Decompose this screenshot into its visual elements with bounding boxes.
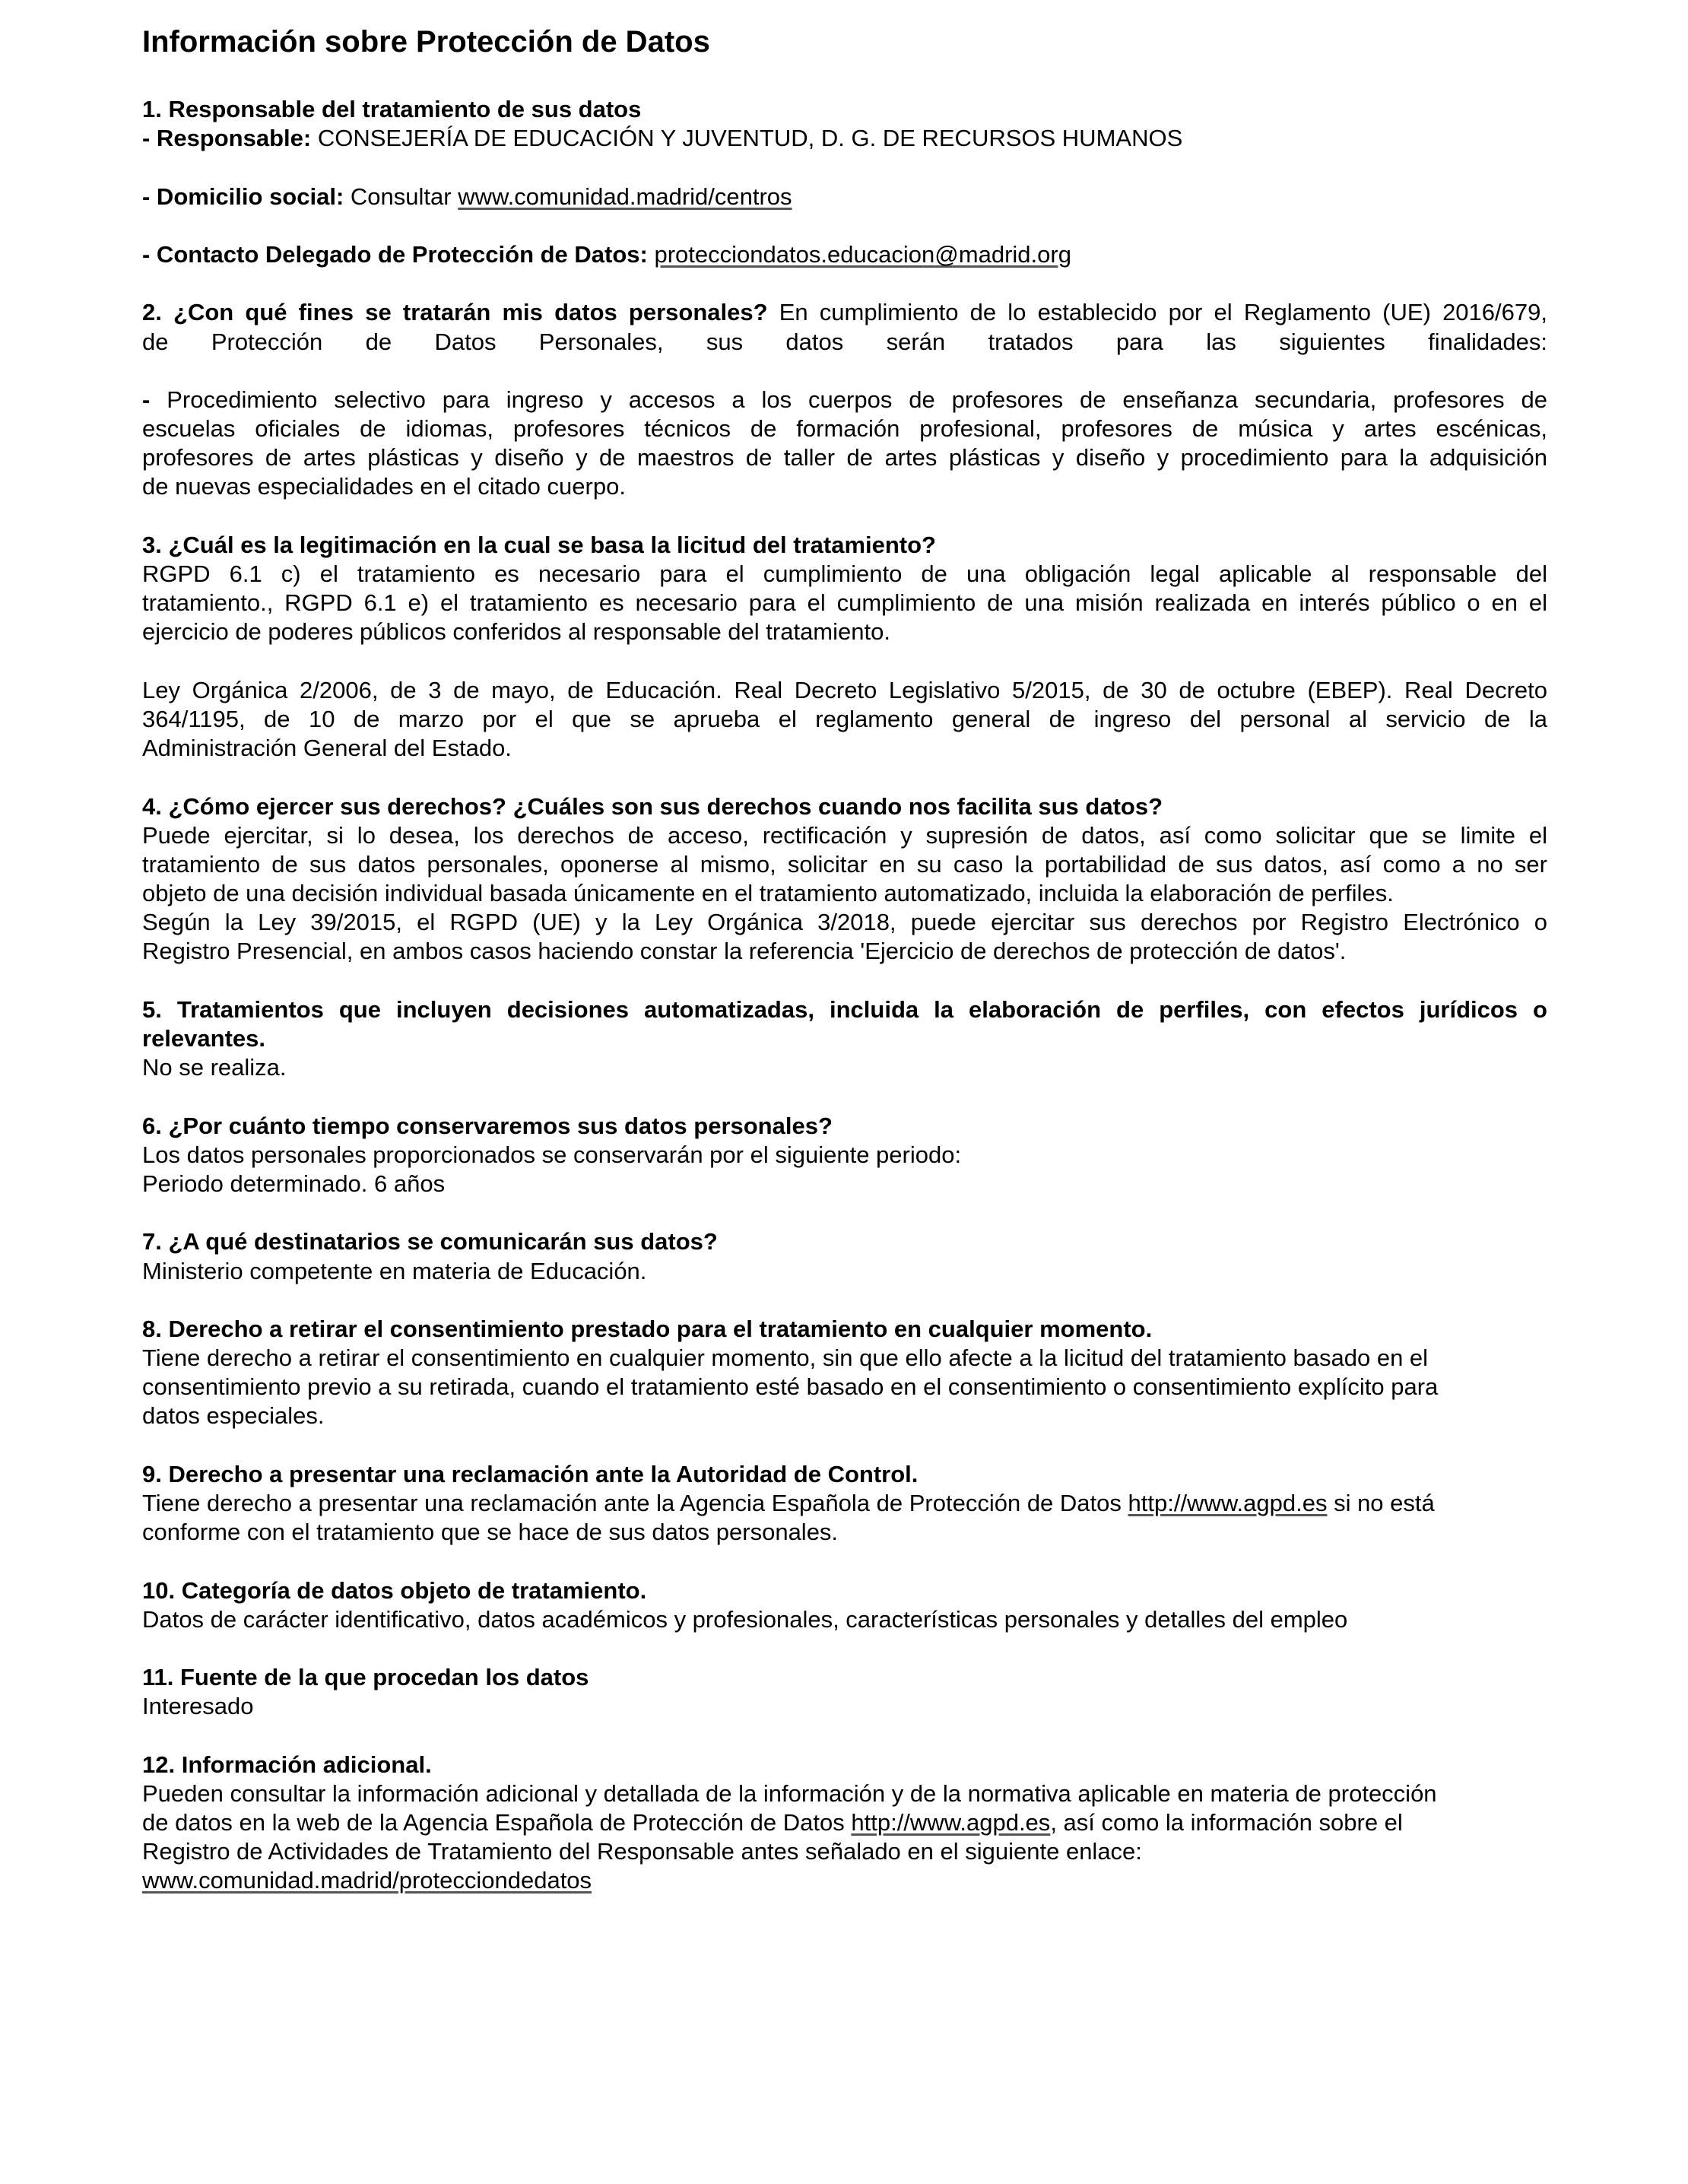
- page-title: Información sobre Protección de Datos: [142, 25, 710, 59]
- bold-text: 4. ¿Cómo ejercer sus derechos? ¿Cuáles son sus derechos cuando nos facilita sus datos?: [142, 792, 1163, 820]
- text: conforme con el tratamiento que se hace de sus datos personales.: [142, 1519, 839, 1546]
- text-line: [142, 1692, 1547, 1721]
- text: Los datos personales proporcionados se conservarán por el siguiente periodo:: [142, 1141, 962, 1168]
- text-line: [142, 124, 1547, 153]
- text: si no está: [1327, 1490, 1435, 1516]
- text: 364/1195, de 10 de marzo por el que se aprueba el reglamento general de ingreso del personal al servicio de la: [142, 705, 1547, 732]
- blank-line: [142, 357, 1547, 386]
- text: Consultar: [350, 183, 458, 210]
- text-line: [142, 1170, 1547, 1198]
- text-line: [142, 1489, 1547, 1518]
- text: objeto de una decisión individual basada únicamente en el tratamiento automatizado, incluida la elaboración de perfiles.: [142, 880, 1394, 907]
- text: Puede ejercitar, si lo desea, los derechos de acceso, rectificación y supresión de datos, así como solicitar que se limite el: [142, 821, 1547, 849]
- bold-text: - Responsable:: [142, 125, 318, 152]
- text-line: [142, 705, 1547, 734]
- blank-line: [142, 1198, 1547, 1227]
- text-line: [142, 1344, 1547, 1373]
- bold-text: 7. ¿A qué destinatarios se comunicarán sus datos?: [142, 1228, 718, 1255]
- text-line: [142, 1518, 1547, 1547]
- bold-text: - Contacto Delegado de Protección de Datos:: [142, 240, 655, 268]
- blank-line: [142, 1547, 1547, 1576]
- text: profesores de artes plásticas y diseño y de maestros de taller de artes plásticas y diseño y procedimiento para la adquisición: [142, 444, 1547, 471]
- bold-text: 1. Responsable del tratamiento de sus datos: [142, 96, 642, 122]
- text-line: [142, 1663, 1547, 1692]
- text: consentimiento previo a su retirada, cuando el tratamiento esté basado en el consentimiento o consentimiento explícito para: [142, 1373, 1439, 1401]
- bold-text: 5. Tratamientos que incluyen decisiones automatizadas, incluida la elaboración de perfiles, con efectos jurídicos o: [142, 995, 1547, 1023]
- bold-text: 6. ¿Por cuánto tiempo conservaremos sus datos personales?: [142, 1112, 833, 1139]
- text: , así como la información sobre el: [1050, 1809, 1403, 1836]
- text: ejercicio de poderes públicos conferidos al responsable del tratamiento.: [142, 618, 890, 646]
- bold-text: 12. Información adicional.: [142, 1751, 432, 1778]
- text: Tiene derecho a retirar el consentimiento en cualquier momento, sin que ello afecte a la licitud del tratamiento basado en el: [142, 1344, 1429, 1372]
- text-line: [142, 734, 1547, 763]
- text: Registro Presencial, en ambos casos haciendo constar la referencia 'Ejercicio de derechos de protección de datos'.: [142, 938, 1347, 965]
- blank-line: [142, 1082, 1547, 1111]
- text: Ley Orgánica 2/2006, de 3 de mayo, de Educación. Real Decreto Legislativo 5/2015, de 30 de octubre (EBEP). Real Decreto: [142, 676, 1547, 703]
- blank-line: [142, 1431, 1547, 1460]
- text-line: [142, 1053, 1547, 1082]
- blank-line: [142, 502, 1547, 531]
- text-line: [142, 995, 1547, 1024]
- text: Ministerio competente en materia de Educación.: [142, 1257, 647, 1284]
- link[interactable]: http://www.agpd.es: [851, 1809, 1051, 1836]
- text: No se realiza.: [142, 1054, 287, 1081]
- blank-line: [142, 763, 1547, 792]
- bold-text: 9. Derecho a presentar una reclamación ante la Autoridad de Control.: [142, 1460, 919, 1487]
- link[interactable]: protecciondatos.educacion@madrid.org: [654, 240, 1071, 268]
- text-line: [142, 1024, 1547, 1053]
- text: CONSEJERÍA DE EDUCACIÓN Y JUVENTUD, D. G. DE RECURSOS HUMANOS: [317, 125, 1183, 152]
- text-line: [142, 1141, 1547, 1170]
- text-line: [142, 183, 1547, 211]
- blank-line: [142, 647, 1547, 676]
- blank-line: [142, 211, 1547, 240]
- text-line: [142, 792, 1547, 821]
- blank-line: [142, 1286, 1547, 1315]
- text-line: [142, 937, 1547, 966]
- text-line: [142, 617, 1547, 646]
- text: tratamiento de sus datos personales, oponerse al mismo, solicitar en su caso la portabilidad de sus datos, así como a no ser: [142, 850, 1547, 878]
- text: de Protección de Datos Personales, sus datos serán tratados para las siguientes finalidades:: [142, 328, 1547, 355]
- text-line: [142, 1605, 1547, 1634]
- text-line: [142, 1779, 1547, 1808]
- bold-text: -: [142, 386, 167, 413]
- bold-text: 10. Categoría de datos objeto de tratamiento.: [142, 1576, 647, 1604]
- text-line: [142, 879, 1547, 908]
- text-line: [142, 1460, 1547, 1489]
- text: Administración General del Estado.: [142, 735, 512, 762]
- text: Datos de carácter identificativo, datos académicos y profesionales, características personales y detalles del empleo: [142, 1605, 1348, 1633]
- text-line: [142, 1866, 1547, 1895]
- bold-text: 11. Fuente de la que procedan los datos: [142, 1664, 589, 1691]
- bold-text: - Domicilio social:: [142, 183, 351, 210]
- text-line: [142, 1837, 1547, 1866]
- text: Tiene derecho a presentar una reclamación ante la Agencia Española de Protección de Datos: [142, 1490, 1128, 1516]
- text-line: [142, 1373, 1547, 1402]
- text: En cumplimiento de lo establecido por el Reglamento (UE) 2016/679,: [779, 299, 1547, 326]
- text: Según la Ley 39/2015, el RGPD (UE) y la Ley Orgánica 3/2018, puede ejercitar sus derechos por Registro Electrónico o: [142, 909, 1547, 936]
- text: RGPD 6.1 c) el tratamiento es necesario para el cumplimiento de una obligación legal aplicable al responsable del: [142, 560, 1547, 587]
- blank-line: [142, 1722, 1547, 1751]
- text-line: [142, 531, 1547, 560]
- link[interactable]: www.comunidad.madrid/centros: [458, 183, 792, 210]
- text-line: [142, 1576, 1547, 1605]
- link[interactable]: http://www.agpd.es: [1128, 1490, 1328, 1516]
- blank-line: [142, 967, 1547, 995]
- text: datos especiales.: [142, 1402, 325, 1430]
- blank-line: [142, 153, 1547, 182]
- text: Interesado: [142, 1693, 254, 1720]
- text-line: [142, 1808, 1547, 1837]
- text-line: [142, 1402, 1547, 1430]
- text-line: [142, 443, 1547, 472]
- text: Periodo determinado. 6 años: [142, 1170, 446, 1197]
- bold-text: 8. Derecho a retirar el consentimiento prestado para el tratamiento en cualquier momento.: [142, 1315, 1153, 1342]
- blank-line: [142, 1634, 1547, 1663]
- bold-text: relevantes.: [142, 1025, 265, 1052]
- text-line: [142, 676, 1547, 705]
- document-body: [142, 95, 1547, 1896]
- text: Pueden consultar la información adicional y detallada de la información y de la normativa aplicable en materia de protección: [142, 1779, 1437, 1807]
- text: escuelas oficiales de idiomas, profesores técnicos de formación profesional, profesores de música y artes escénicas,: [142, 415, 1547, 443]
- text-line: [142, 472, 1547, 501]
- text-line: [142, 328, 1547, 357]
- text-line: [142, 240, 1547, 269]
- blank-line: [142, 269, 1547, 298]
- link[interactable]: www.comunidad.madrid/protecciondedatos: [142, 1867, 592, 1894]
- text-line: [142, 1751, 1547, 1779]
- bold-text: 3. ¿Cuál es la legitimación en la cual se basa la licitud del tratamiento?: [142, 531, 936, 558]
- text-line: [142, 386, 1547, 414]
- text: Procedimiento selectivo para ingreso y accesos a los cuerpos de profesores de enseñanza secundaria, profesores de: [167, 386, 1547, 413]
- text-line: [142, 821, 1547, 850]
- text-line: [142, 560, 1547, 589]
- text-line: [142, 1227, 1547, 1256]
- text-line: [142, 908, 1547, 937]
- text-line: [142, 589, 1547, 617]
- text-line: [142, 95, 1547, 124]
- text-line: [142, 414, 1547, 443]
- text-line: [142, 1315, 1547, 1344]
- text: de nuevas especialidades en el citado cuerpo.: [142, 473, 626, 500]
- text: de datos en la web de la Agencia Española de Protección de Datos: [142, 1809, 852, 1836]
- text-line: [142, 298, 1547, 327]
- text: Registro de Actividades de Tratamiento del Responsable antes señalado en el siguiente enlace:: [142, 1838, 1142, 1865]
- text-line: [142, 1257, 1547, 1286]
- text-line: [142, 1112, 1547, 1141]
- text-line: [142, 850, 1547, 879]
- text: tratamiento., RGPD 6.1 e) el tratamiento es necesario para el cumplimiento de una misión realizada en interés público o en el: [142, 589, 1547, 617]
- bold-text: 2. ¿Con qué fines se tratarán mis datos personales?: [142, 299, 779, 326]
